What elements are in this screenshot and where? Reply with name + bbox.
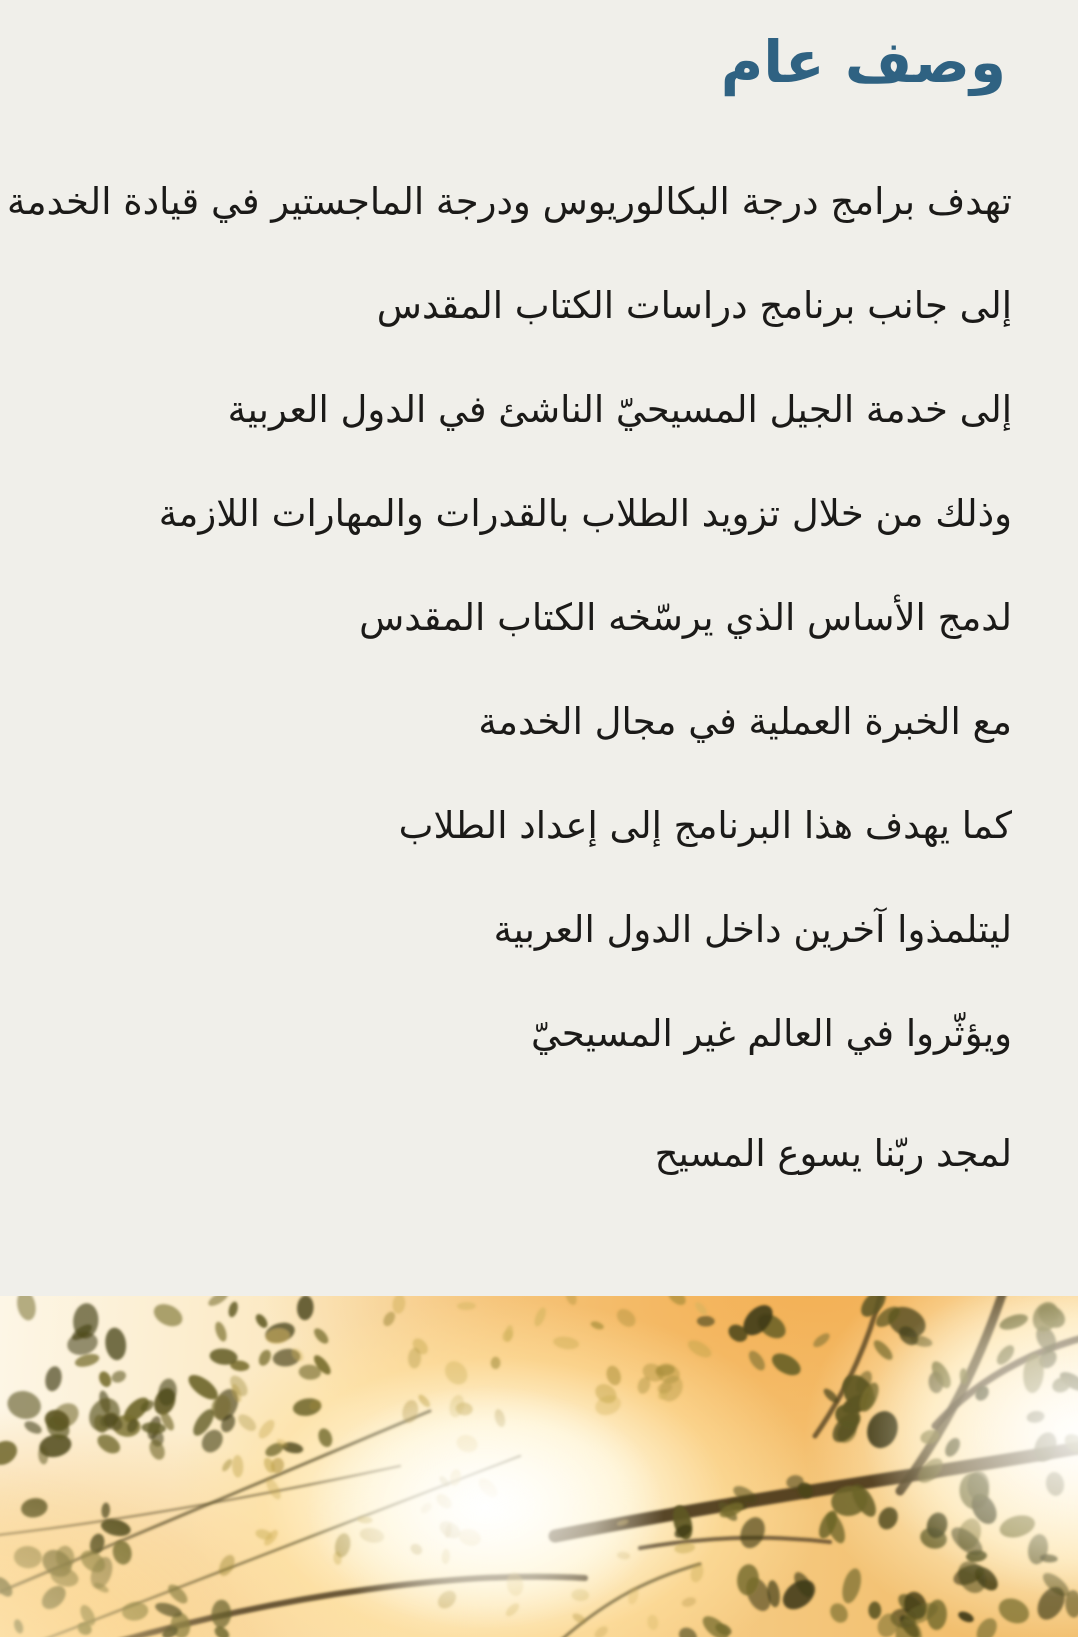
- description-line: ويؤثّروا في العالم غير المسيحيّ: [530, 1012, 1012, 1055]
- branch-silhouettes: [0, 1296, 1078, 1637]
- description-line: كما يهدف هذا البرنامج إلى إعداد الطلاب: [398, 804, 1012, 847]
- description-line: لدمج الأساس الذي يرسّخه الكتاب المقدس: [359, 596, 1012, 639]
- leaves-illustration: [0, 1296, 1078, 1637]
- page-title: وصف عام: [720, 28, 1006, 96]
- description-line: مع الخبرة العملية في مجال الخدمة: [478, 700, 1012, 743]
- description-line: تهدف برامج درجة البكالوريوس ودرجة الماجستير في قيادة الخدمة: [6, 180, 1012, 223]
- description-line: إلى جانب برنامج دراسات الكتاب المقدس: [376, 284, 1012, 327]
- description-text-block: [6, 150, 1012, 1206]
- sunlight-leaves-photo: [0, 1296, 1078, 1637]
- description-line: إلى خدمة الجيل المسيحيّ الناشئ في الدول العربية: [227, 388, 1012, 431]
- description-line: لمجد ربّنا يسوع المسيح: [654, 1132, 1012, 1175]
- description-line: وذلك من خلال تزويد الطلاب بالقدرات والمهارات اللازمة: [158, 492, 1012, 535]
- description-line: ليتلمذوا آخرين داخل الدول العربية: [493, 908, 1012, 951]
